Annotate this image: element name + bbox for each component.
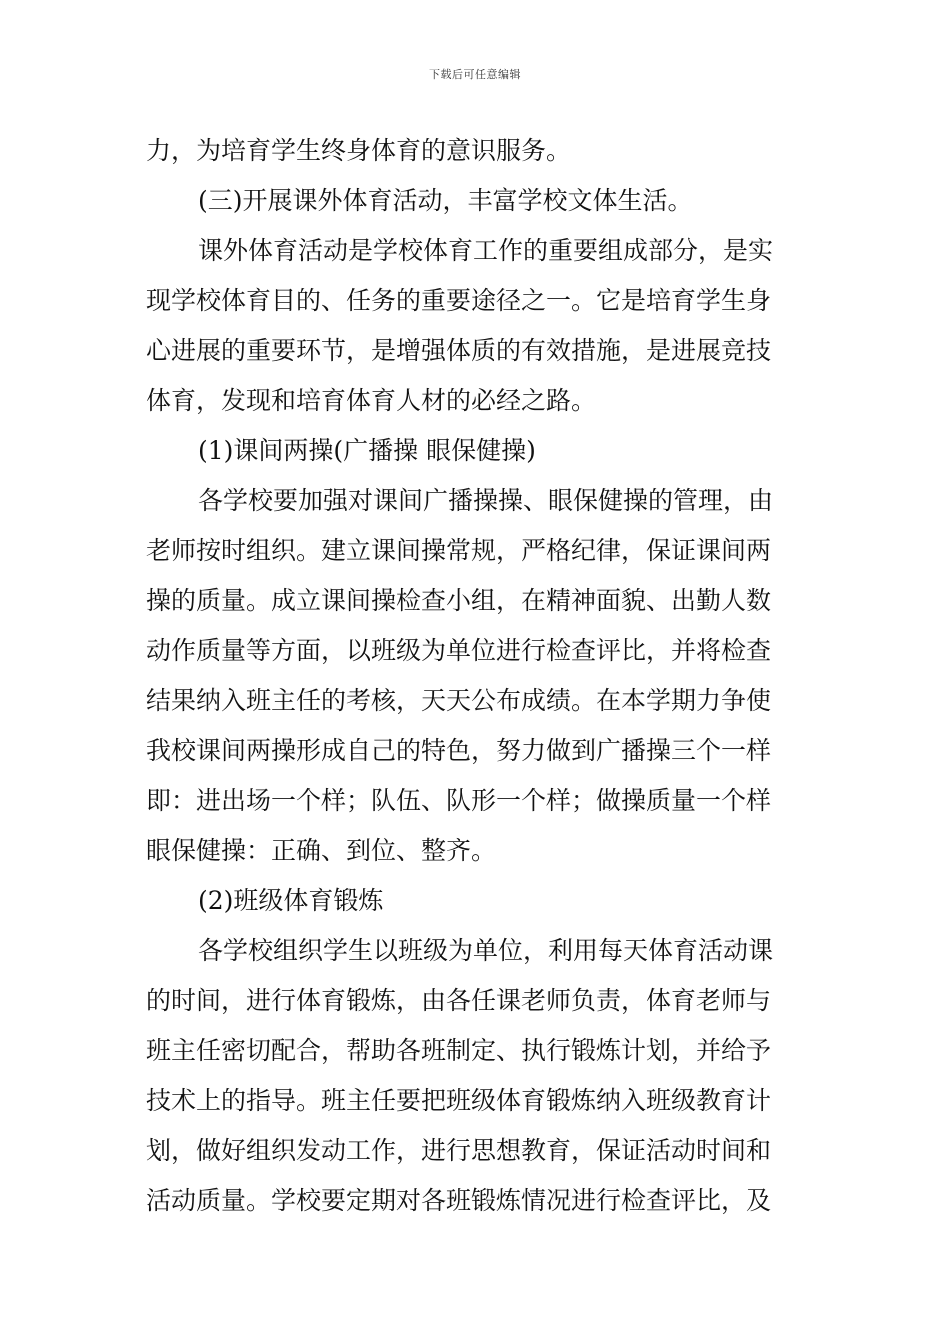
text-line: 活动质量。学校要定期对各班锻炼情况进行检查评比，及 — [146, 1186, 772, 1215]
text-line: 划，做好组织发动工作，进行思想教育，保证活动时间和 — [146, 1136, 772, 1165]
text-line: 技术上的指导。班主任要把班级体育锻炼纳入班级教育计 — [146, 1086, 772, 1115]
text-line: 我校课间两操形成自己的特色，努力做到广播操三个一样 — [146, 736, 772, 765]
text-line: 老师按时组织。建立课间操常规，严格纪律，保证课间两 — [146, 536, 772, 565]
text-line: 课外体育活动是学校体育工作的重要组成部分，是实 — [198, 236, 774, 265]
text-line: 眼保健操：正确、到位、整齐。 — [146, 836, 497, 865]
text-line: 操的质量。成立课间操检查小组，在精神面貌、出勤人数 — [146, 586, 772, 615]
text-line: 心进展的重要环节，是增强体质的有效措施，是进展竞技 — [146, 336, 772, 365]
text-line: 力，为培育学生终身体育的意识服务。 — [146, 136, 572, 165]
text-line: 的时间，进行体育锻炼，由各任课老师负责，体育老师与 — [146, 986, 772, 1015]
text-line: 现学校体育目的、任务的重要途径之一。它是培育学生身 — [146, 286, 772, 315]
subsection-heading: (1)课间两操(广播操 眼保健操) — [198, 436, 536, 465]
text-line: 体育，发现和培育体育人材的必经之路。 — [146, 386, 597, 415]
text-line: 各学校组织学生以班级为单位，利用每天体育活动课 — [198, 936, 774, 965]
text-line: 各学校要加强对课间广播操操、眼保健操的管理，由 — [198, 486, 774, 515]
text-line: 即：进出场一个样；队伍、队形一个样；做操质量一个样 — [146, 786, 772, 815]
page-header-note: 下载后可任意编辑 — [429, 68, 521, 81]
section-heading: (三)开展课外体育活动，丰富学校文体生活。 — [198, 186, 693, 215]
text-line: 动作质量等方面，以班级为单位进行检查评比，并将检查 — [146, 636, 772, 665]
subsection-heading: (2)班级体育锻炼 — [198, 886, 384, 915]
document-body — [146, 126, 808, 1226]
text-line: 班主任密切配合，帮助各班制定、执行锻炼计划，并给予 — [146, 1036, 772, 1065]
text-line: 结果纳入班主任的考核，天天公布成绩。在本学期力争使 — [146, 686, 772, 715]
